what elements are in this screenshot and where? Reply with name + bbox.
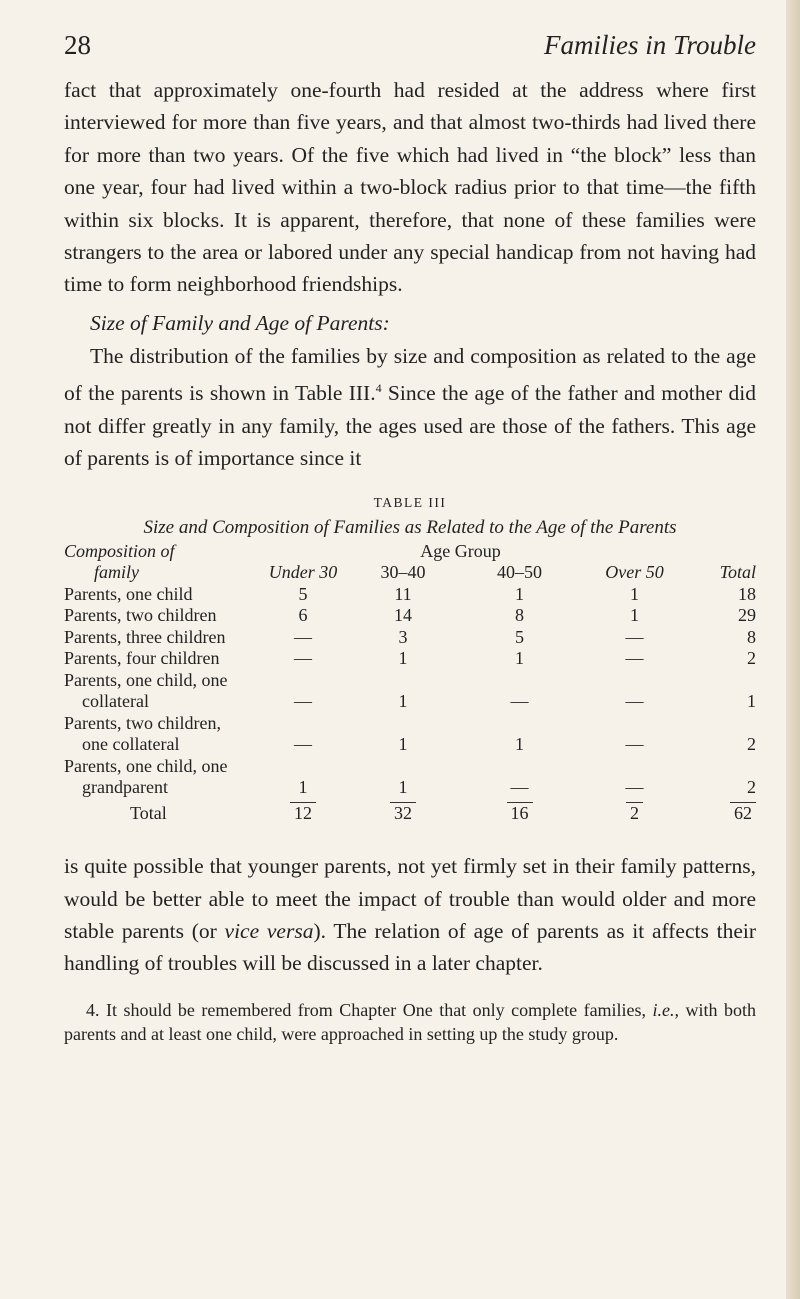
row-label-line2: grandparent (82, 777, 168, 798)
table-cell: — (294, 648, 312, 669)
table-cell: 1 (515, 734, 524, 755)
table-cell: 29 (738, 605, 756, 626)
paragraph-distribution-cont: Since the age of the father and mother did not differ greatly in any family, the ages used are those of the fathers. This age of parents is of importance since it (64, 381, 756, 471)
table-cell: 1 (515, 583, 524, 604)
row-label-line2: one collateral (82, 734, 180, 755)
footnote (64, 998, 756, 1046)
table-cell: — (625, 734, 644, 755)
paragraph-age-italic: vice versa (224, 918, 314, 943)
table-cell: — (510, 777, 529, 798)
row-label-line1: Parents, two children, (64, 712, 221, 733)
table-cell: — (625, 777, 644, 798)
table-cell: — (625, 648, 644, 669)
table-row (64, 713, 756, 756)
table-cell: 5 (515, 626, 524, 647)
col-header-over-50: Over 50 (605, 562, 664, 583)
table-cell: 1 (398, 777, 408, 798)
row-label-line2: collateral (82, 691, 149, 712)
table-cell: — (294, 691, 312, 712)
total-label: Total (130, 802, 167, 823)
paragraph-age-text-a: is quite possible that younger parents, not yet firmly set in their family patterns, would be better able to meet the impact of trouble than would older and more stable parents (or (64, 854, 756, 943)
table-caption: Size and Composition of Families as Related to the Age of the Parents (143, 516, 677, 538)
table-row (64, 627, 756, 649)
composition-header-line1: Composition of (64, 540, 175, 561)
col-header-under-30: Under 30 (268, 562, 338, 583)
footnote-reference: 4 (375, 381, 382, 396)
table-cell: 2 (747, 734, 756, 755)
row-label (64, 670, 262, 713)
paragraph-distribution (64, 340, 756, 475)
table-cell: — (294, 734, 312, 755)
row-label-line1: Parents, one child, one (64, 669, 228, 690)
table-cell: 3 (398, 626, 408, 647)
table-cell: 1 (398, 648, 408, 669)
table-cell: — (625, 691, 644, 712)
row-label: Parents, four children (64, 648, 220, 669)
table-row (64, 648, 756, 670)
row-label (64, 756, 262, 799)
table-cell: 5 (298, 583, 308, 604)
footnote-text-b: with both parents and at least one child, were approached in setting up the study group. (64, 999, 756, 1044)
total-cell: 12 (262, 799, 344, 825)
age-group-header: Age Group (420, 540, 501, 561)
running-head (64, 30, 756, 74)
paragraph-age-text-b: ). The relation of age of parents as it affects their handling of troubles will be discussed in a later chapter. (64, 918, 756, 976)
table-cell: 14 (394, 605, 412, 626)
book-page (64, 30, 756, 1064)
table-row (64, 756, 756, 799)
row-label (64, 713, 262, 756)
col-header-30-40: 30–40 (380, 562, 426, 583)
row-label-line1: Parents, one child, one (64, 755, 228, 776)
total-cell: 32 (344, 799, 462, 825)
table-cell: 1 (298, 777, 308, 798)
footnote-number: 4. (86, 999, 100, 1020)
table-cell: 1 (630, 605, 639, 626)
table-cell: 2 (747, 648, 756, 669)
table-cell: 1 (630, 583, 639, 604)
table-cell: 1 (515, 648, 524, 669)
table-total-row (64, 799, 756, 825)
footnote-italic: i.e., (652, 999, 680, 1020)
table-row (64, 670, 756, 713)
table-cell: — (625, 626, 644, 647)
table-cell: — (294, 626, 312, 647)
table-cell: 8 (515, 605, 524, 626)
table-cell: 11 (394, 583, 412, 604)
table-row (64, 584, 756, 606)
table-cell: 2 (747, 777, 756, 798)
row-label: Parents, two children (64, 605, 217, 626)
composition-header-line2: family (94, 562, 139, 583)
table-cell: — (510, 691, 529, 712)
col-header-total: Total (719, 562, 756, 583)
paragraph-distribution-text: The distribution of the families by size and composition as related to the age of the parents is shown in Table III. (64, 343, 756, 406)
total-cell: 2 (577, 799, 692, 825)
row-label: Parents, three children (64, 626, 226, 647)
row-label: Parents, one child (64, 583, 193, 604)
total-cell: 62 (692, 799, 756, 825)
total-cell: 16 (462, 799, 577, 825)
table-cell: 6 (298, 605, 308, 626)
book-title: Families in Trouble (543, 30, 756, 60)
col-header-40-50: 40–50 (497, 562, 542, 583)
section-heading: Size of Family and Age of Parents: (90, 310, 390, 335)
table-cell: 1 (747, 691, 756, 712)
family-age-table (64, 541, 756, 825)
paragraph-residence: fact that approximately one-fourth had resided at the address where first interviewed for more than five years, and that almost two-thirds had lived there for more than two years. Of the five which had lived in “the block” less than one year, four had lived within a two-block radius prior to that time—the fifth within six blocks. It is apparent, therefore, that none of these families were strangers to the area or labored under any special handicap from not having had time to form neighborhood friendships. (64, 78, 756, 297)
table-label: TABLE III (373, 494, 447, 510)
table-cell: 1 (398, 734, 408, 755)
table-row (64, 605, 756, 627)
table-cell: 18 (738, 583, 756, 604)
footnote-text-a: It should be remembered from Chapter One that only complete families, (99, 999, 653, 1020)
page-number: 28 (64, 30, 91, 60)
table-cell: 1 (398, 691, 408, 712)
page-edge (786, 0, 800, 1299)
paragraph-age-importance (64, 850, 756, 980)
table-cell: 8 (747, 626, 756, 647)
